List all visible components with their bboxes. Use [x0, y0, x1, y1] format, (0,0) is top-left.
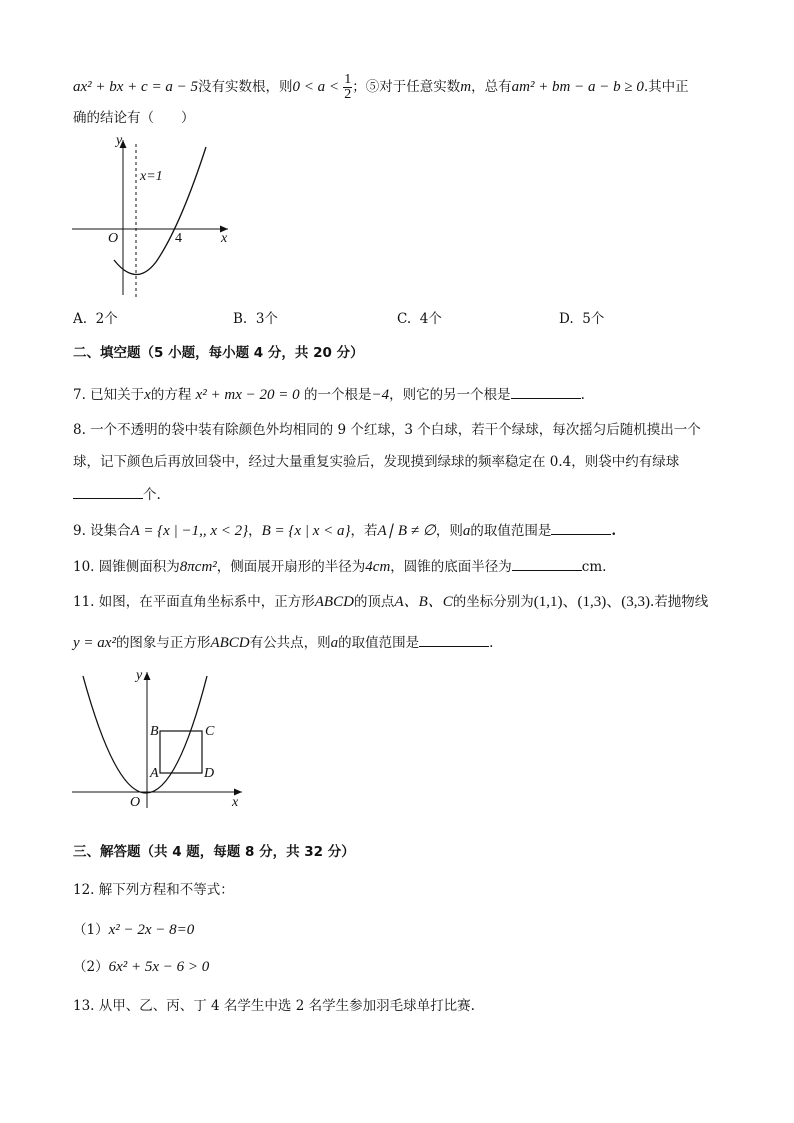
fig1-x-label: x	[221, 231, 228, 246]
q8-answer-blank[interactable]	[73, 484, 143, 499]
q6-fraction	[343, 73, 352, 102]
option-b	[233, 307, 278, 327]
option-d	[559, 307, 604, 327]
fig2-label-c: C	[205, 724, 215, 739]
q6-tail-line2: 确的结论有（ ）	[73, 110, 195, 126]
q11-text-f: 有公共点，则	[249, 635, 331, 651]
q7-text-c: 的一个根是	[303, 387, 372, 403]
q8-line1: 8. 一个不透明的袋中装有除颜色外均相同的 9 个红球，3 个白球，若干个绿球，每次摇匀后随机摸出一个	[73, 422, 701, 438]
fig1-parabola	[114, 147, 206, 275]
q11-text-a: 11. 如图，在平面直角坐标系中，正方形	[73, 594, 315, 610]
q8-text-end: 个.	[143, 487, 161, 503]
q11-text-g: 的取值范围是	[338, 635, 420, 651]
option-d-letter: D.	[559, 311, 574, 327]
q7-answer-blank[interactable]	[511, 384, 581, 399]
q6-tail-line1	[73, 73, 689, 102]
option-d-text: 5个	[582, 311, 605, 327]
question-13: 13. 从甲、乙、丙、丁 4 名学生中选 2 名学生参加羽毛球单打比赛.	[73, 998, 475, 1014]
q7-equation: x² + mx − 20 = 0	[195, 387, 300, 403]
question-10	[73, 556, 606, 577]
option-c-letter: C.	[397, 311, 412, 327]
q6-inequality-b: am² + bm − a − b ≥ 0	[511, 79, 644, 95]
fig2-label-d: D	[204, 766, 215, 781]
q9-answer-blank[interactable]	[551, 520, 611, 535]
q9-set-a: A = {x | −1,, x < 2}	[130, 523, 249, 539]
figure-parabola-square	[70, 664, 250, 810]
fig2-y-arrow-icon	[144, 672, 151, 680]
q12-title: 12. 解下列方程和不等式：	[73, 882, 234, 898]
q6-text-4: .其中正	[643, 79, 689, 95]
q6-text-2: ；⑤对于任意实数	[352, 79, 461, 95]
q11-line1	[73, 592, 708, 612]
fig2-y-label: y	[136, 668, 143, 683]
q11-coords: (1,1)、(1,3)、(3,3)	[533, 594, 651, 610]
q10-unit: cm.	[581, 559, 607, 575]
option-c-text: 4个	[419, 311, 442, 327]
q12-p1-number: （1）	[73, 922, 109, 938]
q6-text-1: 没有实数根，则	[197, 79, 293, 95]
q9-end: .	[611, 523, 617, 539]
q9-text-b: ，	[248, 523, 262, 539]
fig2-x-label: x	[232, 795, 239, 810]
q7-text-d: ，则它的另一个根是	[389, 387, 511, 403]
fig1-axis-label: x=1	[140, 169, 163, 184]
fig1-root-label: 4	[175, 231, 182, 246]
fig2-origin-label: O	[130, 795, 141, 810]
fig2-label-b: B	[150, 724, 159, 739]
q7-root: −4	[371, 387, 390, 403]
fig2-parabola	[83, 676, 207, 793]
q11-line2	[73, 632, 493, 653]
q8-line3	[73, 484, 161, 505]
q9-set-b: B = {x | x < a}	[261, 523, 351, 539]
q6-text-3: ，总有	[471, 79, 512, 95]
fig1-origin-label: O	[108, 231, 119, 246]
q12-p2-number: （2）	[73, 959, 109, 975]
q11-square-name: ABCD	[314, 594, 354, 610]
fig1-y-label: y	[116, 133, 123, 148]
q11-function: y = ax²	[73, 635, 116, 651]
q9-condition: A∣ B ≠ ∅	[377, 523, 436, 539]
figure-parabola-1	[68, 132, 238, 302]
q11-square-name-2: ABCD	[210, 635, 250, 651]
q11-text-b: 的顶点	[353, 594, 395, 610]
q12-p2-inequality: 6x² + 5x − 6 > 0	[108, 959, 210, 975]
q10-area: 8πcm²	[179, 559, 217, 575]
fig2-square	[160, 731, 202, 773]
frac-denominator: 2	[344, 87, 352, 102]
option-a-text: 2个	[95, 311, 118, 327]
option-b-letter: B.	[233, 311, 248, 327]
frac-numerator: 1	[344, 72, 352, 87]
q7-var-x: x	[144, 387, 151, 403]
q12-part-2	[73, 957, 209, 977]
question-9	[73, 520, 616, 541]
q11-end: .	[489, 635, 494, 651]
q11-points: A、B、C	[394, 594, 453, 610]
q9-text-e: 的取值范围是	[470, 523, 552, 539]
q7-text-a: 7. 已知关于	[73, 387, 145, 403]
section-2-heading: 二、填空题（5 小题，每小题 4 分，共 20 分）	[73, 345, 364, 361]
q12-p1-equation: x² − 2x − 8=0	[108, 922, 195, 938]
option-a-letter: A.	[73, 311, 88, 327]
q9-text-a: 9. 设集合	[73, 523, 131, 539]
question-7	[73, 384, 585, 405]
q11-text-c: 的坐标分别为	[452, 594, 534, 610]
q8-line2: 球，记下颜色后再放回袋中，经过大量重复实验后，发现摸到绿球的频率稳定在 0.4，则袋中约有绿球	[73, 454, 680, 470]
q11-var-a: a	[330, 635, 339, 651]
fig2-label-a: A	[150, 766, 159, 781]
q6-var-m: m	[460, 79, 472, 95]
q11-answer-blank[interactable]	[419, 632, 489, 647]
option-a	[73, 307, 118, 327]
q12-part-1	[73, 920, 194, 940]
q10-radius: 4cm	[365, 559, 391, 575]
option-b-text: 3个	[255, 311, 278, 327]
q9-text-c: ，若	[350, 523, 378, 539]
q9-text-d: ，则	[435, 523, 463, 539]
q6-equation: ax² + bx + c = a − 5	[73, 79, 198, 95]
section-3-heading: 三、解答题（共 4 题，每题 8 分，共 32 分）	[73, 844, 355, 860]
q11-text-e: 的图象与正方形	[115, 635, 211, 651]
q10-text-b: ，侧面展开扇形的半径为	[216, 559, 366, 575]
q6-inequality-a: 0 < a <	[292, 79, 339, 95]
q7-text-b: 的方程	[150, 387, 192, 403]
q10-text-c: ，圆锥的底面半径为	[390, 559, 512, 575]
q10-answer-blank[interactable]	[512, 556, 582, 571]
q9-var-a: a	[462, 523, 471, 539]
q10-text-a: 10. 圆锥侧面积为	[73, 559, 180, 575]
option-c	[397, 307, 442, 327]
q11-text-d: .若抛物线	[650, 594, 709, 610]
q7-end: .	[580, 387, 585, 403]
